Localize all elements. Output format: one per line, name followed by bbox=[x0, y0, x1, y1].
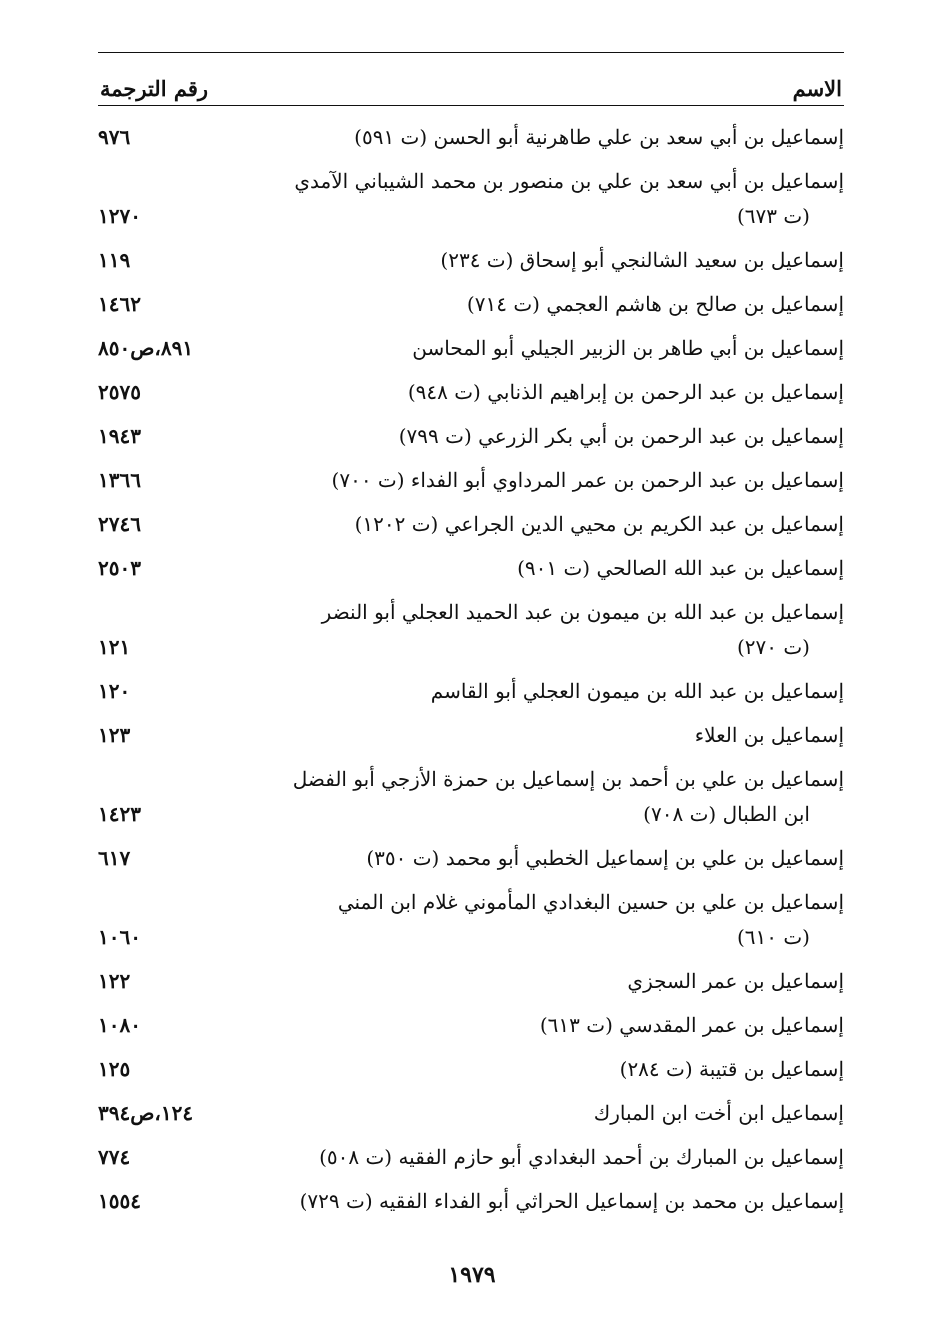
entry-name-line: إسماعيل بن عبد الرحمن بن إبراهيم الذنابي (ت ٩٤٨) bbox=[407, 380, 844, 404]
index-page bbox=[98, 52, 844, 1228]
entry-name-line: إسماعيل بن قتيبة (ت ٢٨٤) bbox=[619, 1057, 844, 1081]
list-item bbox=[98, 419, 844, 454]
entry-name-line: إسماعيل بن أبي سعد بن علي طاهرنية أبو الحسن (ت ٥٩١) bbox=[354, 125, 844, 149]
entry-ref-number: ٦١٧ bbox=[98, 846, 131, 870]
entry-name bbox=[216, 551, 844, 586]
list-item bbox=[98, 1008, 844, 1043]
entry-name-line: إسماعيل بن عبد الرحمن بن أبي بكر الزرعي (ت ٧٩٩) bbox=[398, 424, 844, 448]
entry-ref-number: ١٢٢ bbox=[98, 969, 131, 993]
entry-name-continuation: (ت ٦٧٣) bbox=[736, 204, 810, 228]
entry-name bbox=[216, 287, 844, 322]
entry-name-line: إسماعيل ابن أخت ابن المبارك bbox=[593, 1101, 844, 1125]
list-item bbox=[98, 595, 844, 665]
entry-ref-number: ٨٩١،ص٨٥٠ bbox=[98, 336, 194, 360]
entry-name bbox=[216, 419, 844, 454]
entry-name bbox=[216, 718, 844, 753]
entry-ref-number: ١٥٥٤ bbox=[98, 1189, 141, 1213]
entry-name-line: إسماعيل بن أبي طاهر بن الزبير الجيلي أبو المحاسن bbox=[412, 336, 844, 360]
entry-ref-number: ١٢١ bbox=[98, 635, 131, 659]
list-item bbox=[98, 762, 844, 832]
list-item bbox=[98, 964, 844, 999]
header-name-label: الاسم bbox=[792, 76, 842, 101]
entry-name bbox=[216, 120, 844, 155]
entry-ref-number: ١٠٦٠ bbox=[98, 925, 141, 949]
table-header bbox=[98, 53, 844, 105]
entry-name-line: إسماعيل بن سعيد الشالنجي أبو إسحاق (ت ٢٣٤) bbox=[440, 248, 844, 272]
entry-ref-number: ٧٧٤ bbox=[98, 1145, 131, 1169]
entry-ref-number: ٢٥٠٣ bbox=[98, 556, 141, 580]
entry-name bbox=[216, 164, 844, 234]
entry-name bbox=[216, 375, 844, 410]
entry-ref-number: ١٣٦٦ bbox=[98, 468, 141, 492]
header-ref-label: رقم الترجمة bbox=[100, 76, 209, 101]
list-item bbox=[98, 463, 844, 498]
entry-ref-number: ١٤٢٣ bbox=[98, 802, 141, 826]
entry-name bbox=[216, 964, 844, 999]
entry-name bbox=[216, 885, 844, 955]
entry-name-line: إسماعيل بن عبد الله الصالحي (ت ٩٠١) bbox=[517, 556, 844, 580]
entry-name bbox=[216, 841, 844, 876]
list-item bbox=[98, 885, 844, 955]
entry-ref-number: ٢٥٧٥ bbox=[98, 380, 141, 404]
list-item bbox=[98, 841, 844, 876]
list-item bbox=[98, 507, 844, 542]
entry-name bbox=[216, 1008, 844, 1043]
entry-name-line: إسماعيل بن العلاء bbox=[694, 723, 844, 747]
entry-ref-number: ١١٩ bbox=[98, 248, 131, 272]
list-item bbox=[98, 1140, 844, 1175]
list-item bbox=[98, 243, 844, 278]
entry-name bbox=[216, 1052, 844, 1087]
entry-name-line: إسماعيل بن صالح بن هاشم العجمي (ت ٧١٤) bbox=[466, 292, 844, 316]
entry-ref-number: ١٢٣ bbox=[98, 723, 131, 747]
list-item bbox=[98, 718, 844, 753]
entry-name bbox=[216, 331, 844, 366]
list-item bbox=[98, 375, 844, 410]
entry-name bbox=[216, 1096, 844, 1131]
list-item bbox=[98, 331, 844, 366]
entry-name-line: إسماعيل بن أبي سعد بن علي بن منصور بن محمد الشيباني الآمدي bbox=[294, 169, 844, 193]
entry-name-line: إسماعيل بن عمر السجزي bbox=[627, 969, 844, 993]
entry-name-line: إسماعيل بن المبارك بن أحمد البغدادي أبو حازم الفقيه (ت ٥٠٨) bbox=[319, 1145, 844, 1169]
entry-ref-number: ١٤٦٢ bbox=[98, 292, 141, 316]
header-rule bbox=[98, 105, 844, 106]
entry-ref-number: ٩٧٦ bbox=[98, 125, 131, 149]
entry-name-line: إسماعيل بن علي بن أحمد بن إسماعيل بن حمزة الأزجي أبو الفضل bbox=[292, 767, 844, 791]
entry-name-line: إسماعيل بن عبد الرحمن بن عمر المرداوي أبو الفداء (ت ٧٠٠) bbox=[331, 468, 844, 492]
entry-name bbox=[216, 243, 844, 278]
entry-name bbox=[216, 674, 844, 709]
entry-ref-number: ١٢٧٠ bbox=[98, 204, 141, 228]
list-item bbox=[98, 1184, 844, 1219]
entry-ref-number: ١٢٠ bbox=[98, 679, 131, 703]
entry-name bbox=[216, 1184, 844, 1219]
entry-ref-number: ٢٧٤٦ bbox=[98, 512, 141, 536]
list-item bbox=[98, 551, 844, 586]
entry-name bbox=[216, 595, 844, 665]
list-item bbox=[98, 164, 844, 234]
entry-ref-number: ١٢٤،ص٣٩٤ bbox=[98, 1101, 194, 1125]
entry-name-line: إسماعيل بن محمد بن إسماعيل الحراثي أبو الفداء الفقيه (ت ٧٢٩) bbox=[299, 1189, 844, 1213]
entry-name-line: إسماعيل بن عبد الله بن ميمون العجلي أبو القاسم bbox=[430, 679, 844, 703]
entry-list bbox=[98, 120, 844, 1219]
entry-name-continuation: (ت ٢٧٠) bbox=[736, 635, 810, 659]
entry-name bbox=[216, 762, 844, 832]
entry-name bbox=[216, 1140, 844, 1175]
list-item bbox=[98, 120, 844, 155]
entry-ref-number: ١٩٤٣ bbox=[98, 424, 141, 448]
page-number: ١٩٧٩ bbox=[448, 1262, 496, 1288]
list-item bbox=[98, 1096, 844, 1131]
entry-name-line: إسماعيل بن عبد الله بن ميمون بن عبد الحميد العجلي أبو النضر bbox=[321, 600, 844, 624]
entry-name-line: إسماعيل بن عبد الكريم بن محيي الدين الجراعي (ت ١٢٠٢) bbox=[354, 512, 844, 536]
entry-name-continuation: ابن الطبال (ت ٧٠٨) bbox=[643, 802, 810, 826]
entry-name-line: إسماعيل بن عمر المقدسي (ت ٦١٣) bbox=[539, 1013, 844, 1037]
entry-ref-number: ١٢٥ bbox=[98, 1057, 131, 1081]
list-item bbox=[98, 674, 844, 709]
entry-name-continuation: (ت ٦١٠) bbox=[736, 925, 810, 949]
entry-name-line: إسماعيل بن علي بن إسماعيل الخطبي أبو محمد (ت ٣٥٠) bbox=[366, 846, 844, 870]
list-item bbox=[98, 287, 844, 322]
entry-name bbox=[216, 463, 844, 498]
list-item bbox=[98, 1052, 844, 1087]
entry-ref-number: ١٠٨٠ bbox=[98, 1013, 141, 1037]
entry-name-line: إسماعيل بن علي بن حسين البغدادي المأموني غلام ابن المني bbox=[337, 890, 844, 914]
entry-name bbox=[216, 507, 844, 542]
